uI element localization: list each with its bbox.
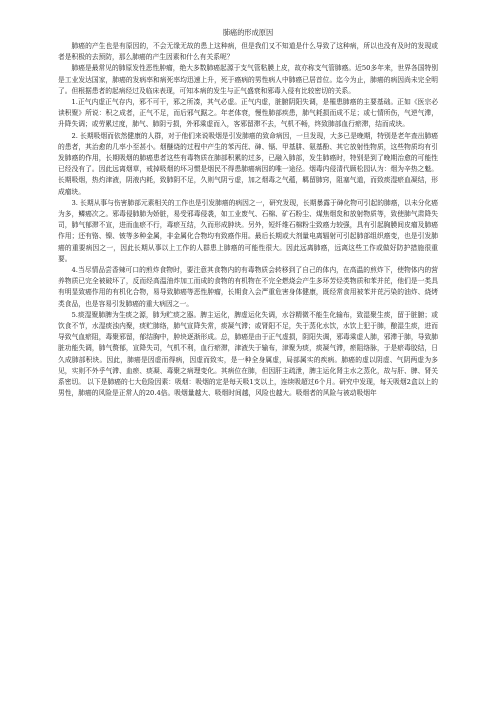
paragraph-cause-1: 1.正气内虚正气存内，邪不可干，邪之所凑，其气必虚。正气内虚，脏腑阴阳失调，是罹患肺癌的主要基础。正如《医宗必读积聚》所说：积之成者，正气不足，而后邪气踞之。年老体衰，慢性肺部疾患，肺气耗损而成不足；或七情所伤，气逆气滞，升降失调；或劳累过度，肺气、肺阴亏损，外邪乘虚而入，客邪留滞不去，气机不畅，终致肺部血行瘀滞，结而成块。 (58, 98, 438, 129)
paragraph-cause-2: 2. 长期吸烟而依然健康的人群，对于他们来说吸烟是引发肺癌的致命病因，一旦发现，大多已是晚期，特别是老年查出肺癌的患者，其治愈的几率小至甚小。烟醚烧的过程中产生的苯丙芘、砷、镉、甲基肼、氨基酚、其它放射性物质，这些物质均有引发肺癌的作用，长期吸烟的肺癌患者这些有毒物质在肺部积累的过多，已融入肺部，发生肺癌时，特别是到了晚期治愈的可能性已经没有了。因此远离烟草，戒掉吸烟的坏习惯是烟民不得患肺癌病因的唯一途径。烟毒内侵清代顾松园认为：烟为辛热之魁。长期吸烟，热灼津液，阴液内耗，致肺阴不足，久则气阴亏虚，加之烟毒之气蕴，羁留肺窍，阻塞气道，而致痰湿瘀血凝结，形成瘤块。 (58, 131, 438, 196)
paragraph-cause-4: 4.当尽情品尝香辣可口的煎炸食物时，要注意其食物内的有毒物质会转移到了自己的体内，在高温的煎炸下，使物体内的营养物质已完全被破坏了，反而经高温油炸加工而成的食物的有机物在不完全燃烧会产生多环芳烃类物质和苯并芘，他们是一类具有明显致癌作用的有机化合物，易导致肺癌等恶性肿瘤，长期食入会严重危害身体健康，既经常食用被苯并芘污染的油炸、烧烤类食品，也是容易引发肺癌的重大病因之一。 (58, 266, 438, 308)
paragraph-intro: 肺癌的产生也是有原因的，不会无缘无故的患上这种病，但是我们又不知道是什么导致了这种病，所以也没有及时的发现或者是积极的去预防，那么肺癌的产生因素和什么有关系呢？ (58, 42, 438, 62)
paragraph-cause-3: 3. 长期从事与伤害肺部元素相关的工作也是引发肺癌的病因之一，研究发现，长期暴露于砷化物可引起的肺癌，以未分化癌为多，鳞癌次之。邪毒侵肺肺为娇脏，易受邪毒侵袭，如工业废气、石棉、矿石粉尘、煤焦烟炱和放射物质等，致使肺气肃降失司，肺气郁滞不宣，进而血瘀不行，毒瘀互结，久而形成肿块。另外，短纤维石棉粉尘致癌力较强，具有引起胸膜间皮瘤及肺癌作用；还有铬、镍、铍等多种金属，非金属化合物均有致癌作用。最后长期或大剂量电离辐射可引起肺部组织癌变，也是引发肺癌的重要病因之一，因此长期从事以上工作的人群患上肺癌的可能性很大。因此远离肺癌，远离这些工作或做好防护措施很重要。 (58, 198, 438, 263)
paragraph-overview: 肺癌是最常见的肺原发性恶性肿瘤，绝大多数肺癌起源于支气管粘膜上皮，故亦称支气管肺癌。近50多年来，世界各国特别是工业发达国家，肺癌的发病率和病死率均迅速上升，死于癌病的男性病人中肺癌已居首位。迄今为止，肺癌的病因尚未完全明了。但根据患者的起病经过及临床表现，可知本病的发生与正气盛衰和邪毒入侵有比较密切的关系。 (58, 64, 438, 95)
paragraph-cause-5: 5.痰湿聚肺脾为生痰之源，肺为贮痰之器。脾主运化，脾虚运化失调，水谷精微不能生化输布，致湿聚生痰，留于脏腑；或饮食不节，水湿痰浊内聚，痰贮肺络，肺气宣降失常，痰凝气滞；或肾阳不足，失于蒸化水饮，水饮上犯于肺，酿湿生痰，进而导致气血瘀阻，毒聚邪留，郁结胸中，肿块逐渐形成。总，肺癌是由于正气虚损，阴阳失调，邪毒乘虚人肺，邪滞于肺，导致肺脏功能失调，肺气赘郁，宣降失司，气机不利，血行瘀滞，津液失于输布，津聚为痰，痰凝气滞，瘀阻络脉，于是瘀毒胶结，日久成肺部积块。因此，肺癌是因虚而得病，因虚而致实，是一种全身属虚，局部属实的疾病。肺癌的虚以阴虚、气阴两虚为多见，实则不外乎气滞、血瘀、痰凝、毒聚之病理变化。其病位在肺，但因肝主疏泄，脾主运化肾主水之蒸化，故与肝、脾、肾关系密切。 以下是肺癌的七大危险因素：吸烟：吸烟的定是每天吸1支以上，连续吸超过6个月。研究中发现，每天吸烟2盒以上的男性，肺癌的风险是正常人的20.4倍。吸烟量越大、吸烟时间越，风险也越大。吸烟者的风险与被动吸烟年 (58, 310, 438, 398)
document-title: 肺癌的形成原因 (222, 28, 274, 37)
